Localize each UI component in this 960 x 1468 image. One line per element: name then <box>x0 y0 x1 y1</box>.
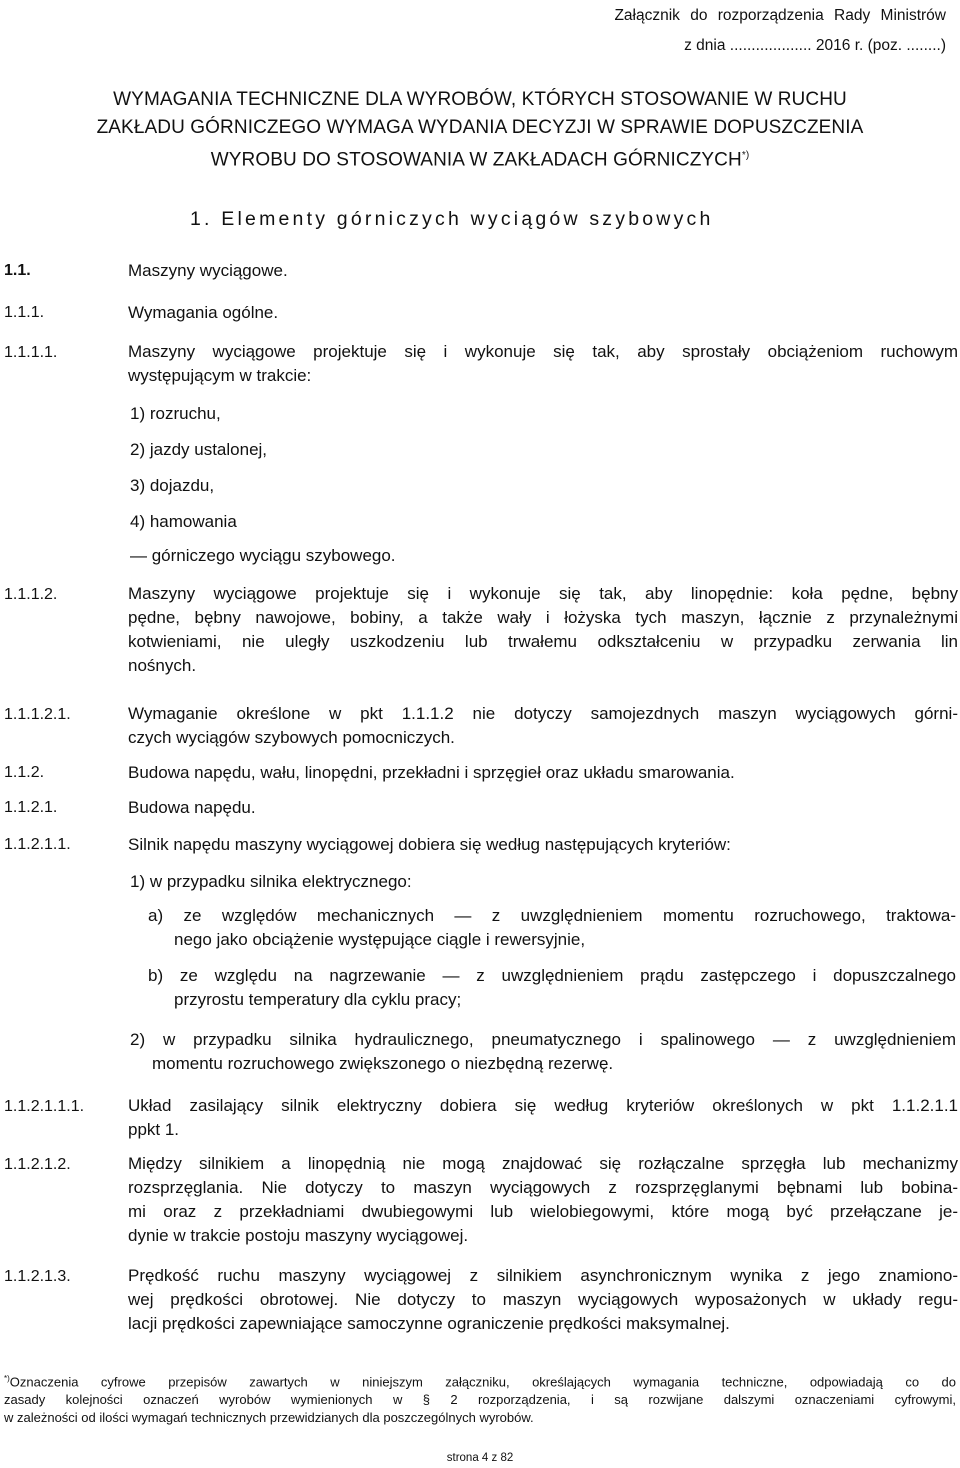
sub-item-b <box>148 964 956 1012</box>
section-heading: 1. Elementy górniczych wyciągów szybowych <box>190 208 714 230</box>
paragraph-text <box>128 1264 958 1336</box>
paragraph-number: 1.1.2. <box>4 764 45 781</box>
list-item: 3) dojazdu, <box>130 476 215 495</box>
paragraph-number: 1.1.1. <box>4 304 45 321</box>
text-line: 2) w przypadku silnika hydraulicznego, pneumatycznego i spalinowego — z uwzględnieniem <box>130 1030 956 1049</box>
text-line: Maszyny wyciągowe projektuje się i wykonuje się tak, aby linopędnie: koła pędne, bębny <box>128 584 958 603</box>
text-line: Prędkość ruchu maszyny wyciągowej z silnikiem asynchronicznym wynika z jego znamiono- <box>128 1266 958 1285</box>
text-line: b) ze względu na nagrzewanie — z uwzględnieniem prądu zastępczego i dopuszczalnego <box>148 966 956 985</box>
text-line: a) ze względów mechanicznych — z uwzględnieniem momentu rozruchowego, traktowa- <box>148 906 956 925</box>
paragraph-number: 1.1.1.2.1. <box>4 706 71 723</box>
page-number: strona 4 z 82 <box>446 1452 514 1464</box>
text-line: rozsprzęglania. Nie dotyczy to maszyn wyciągowych z rozsprzęglanymi bębnami lub bobina- <box>128 1178 958 1197</box>
paragraph-number: 1.1.2.1.2. <box>4 1156 71 1173</box>
paragraph-text: Budowa napędu, wału, linopędni, przekładni i sprzęgieł oraz układu smarowania. <box>128 763 735 782</box>
title-line-3 <box>20 142 940 174</box>
paragraph-text: Maszyny wyciągowe. <box>128 261 288 280</box>
list-item: 1) rozruchu, <box>130 404 221 423</box>
text-line: mi oraz z przekładniami dwubiegowymi lub wielobiegowymi, które mogą być przełączane je- <box>128 1202 958 1221</box>
text-line: momentu rozruchowego zwiększonego o niezbędną rezerwę. <box>152 1054 614 1073</box>
text-line: wej prędkości obrotowej. Nie dotyczy to maszyn wyciągowych wyposażonych w układy regu- <box>128 1290 958 1309</box>
footnote-line <box>4 1370 956 1391</box>
document-title <box>20 86 940 174</box>
footnote-line-1-text: Oznaczenia cyfrowe przepisów zawartych w niniejszym załączniku, określających wymagania techniczne, odpowiadają co do <box>9 1374 956 1390</box>
header-date-line: z dnia ................... 2016 r. (poz. ........) <box>684 37 946 54</box>
text-line: czych wyciągów szybowych pomocniczych. <box>128 728 455 747</box>
footnote-line: zasady kolejności oznaczeń wyrobów wymienionych w § 2 rozporządzenia, i są rozwijane dalszymi oznaczeniami cyfrowymi, <box>4 1392 956 1408</box>
list-item <box>130 1028 956 1076</box>
header-annex-line: Załącznik do rozporządzenia Rady Ministrów <box>614 7 946 24</box>
paragraph-number: 1.1.2.1.3. <box>4 1268 71 1285</box>
paragraph-text: Wymagania ogólne. <box>128 303 279 322</box>
list-tail: — górniczego wyciągu szybowego. <box>130 546 396 565</box>
paragraph-number: 1.1.2.1.1.1. <box>4 1098 85 1115</box>
title-line-3-text: WYROBU DO STOSOWANIA W ZAKŁADACH GÓRNICZYCH <box>210 149 742 171</box>
title-footnote-mark: *) <box>741 150 750 161</box>
text-line: Układ zasilający silnik elektryczny dobiera się według kryteriów określonych w pkt 1.1.2.1.1 <box>128 1096 958 1115</box>
paragraph-text: Silnik napędu maszyny wyciągowej dobiera się według następujących kryteriów: <box>128 835 731 854</box>
text-line: dynie w trakcie postoju maszyny wyciągowej. <box>128 1226 469 1245</box>
paragraph-text <box>128 702 958 750</box>
text-line: Wymaganie określone w pkt 1.1.1.2 nie dotyczy samojezdnych maszyn wyciągowych górni- <box>128 704 958 723</box>
footnote <box>4 1370 956 1427</box>
paragraph-number: 1.1.2.1. <box>4 799 58 816</box>
list-item: 2) jazdy ustalonej, <box>130 440 268 459</box>
sub-item-a <box>148 904 956 952</box>
paragraph-number: 1.1.1.1. <box>4 344 58 361</box>
paragraph-text: Budowa napędu. <box>128 798 256 817</box>
title-line-1: WYMAGANIA TECHNICZNE DLA WYROBÓW, KTÓRYCH STOSOWANIE W RUCHU <box>113 89 847 110</box>
paragraph-number: 1.1.2.1.1. <box>4 836 71 853</box>
text-line: występującym w trakcie: <box>128 366 312 385</box>
paragraph-number: 1.1.1.2. <box>4 586 58 603</box>
text-line: pędne, bębny nawojowe, bobiny, a także wały i łożyska tych maszyn, łącznie z przynależnymi <box>128 608 958 627</box>
text-line: kotwieniami, nie uległy uszkodzeniu lub trwałemu odkształceniu w przypadku zerwania lin <box>128 632 958 651</box>
title-line-2: ZAKŁADU GÓRNICZEGO WYMAGA WYDANIA DECYZJI W SPRAWIE DOPUSZCZENIA <box>96 117 864 138</box>
text-line: nego jako obciążenie występujące ciągle i rewersyjnie, <box>174 930 586 949</box>
list-item: 1) w przypadku silnika elektrycznego: <box>130 872 412 891</box>
text-line: lacji prędkości zapewniające samoczynne ograniczenie prędkości maksymalnej. <box>128 1314 730 1333</box>
paragraph-text <box>128 1152 958 1248</box>
paragraph-text <box>128 582 958 678</box>
text-line: ppkt 1. <box>128 1120 180 1139</box>
paragraph-text <box>128 340 958 388</box>
text-line: nośnych. <box>128 656 197 675</box>
text-line: Maszyny wyciągowe projektuje się i wykonuje się tak, aby sprostały obciążeniom ruchowym <box>128 342 958 361</box>
footnote-line: w zależności od ilości wymagań technicznych przewidzianych dla poszczególnych wyrobów. <box>4 1410 534 1426</box>
footnote-mark: *) <box>4 1374 10 1383</box>
text-line: Między silnikiem a linopędnią nie mogą znajdować się rozłączalne sprzęgła lub mechanizmy <box>128 1154 958 1173</box>
paragraph-number: 1.1. <box>4 262 31 279</box>
list-item: 4) hamowania <box>130 512 237 531</box>
text-line: przyrostu temperatury dla cyklu pracy; <box>174 990 462 1009</box>
paragraph-text <box>128 1094 958 1142</box>
